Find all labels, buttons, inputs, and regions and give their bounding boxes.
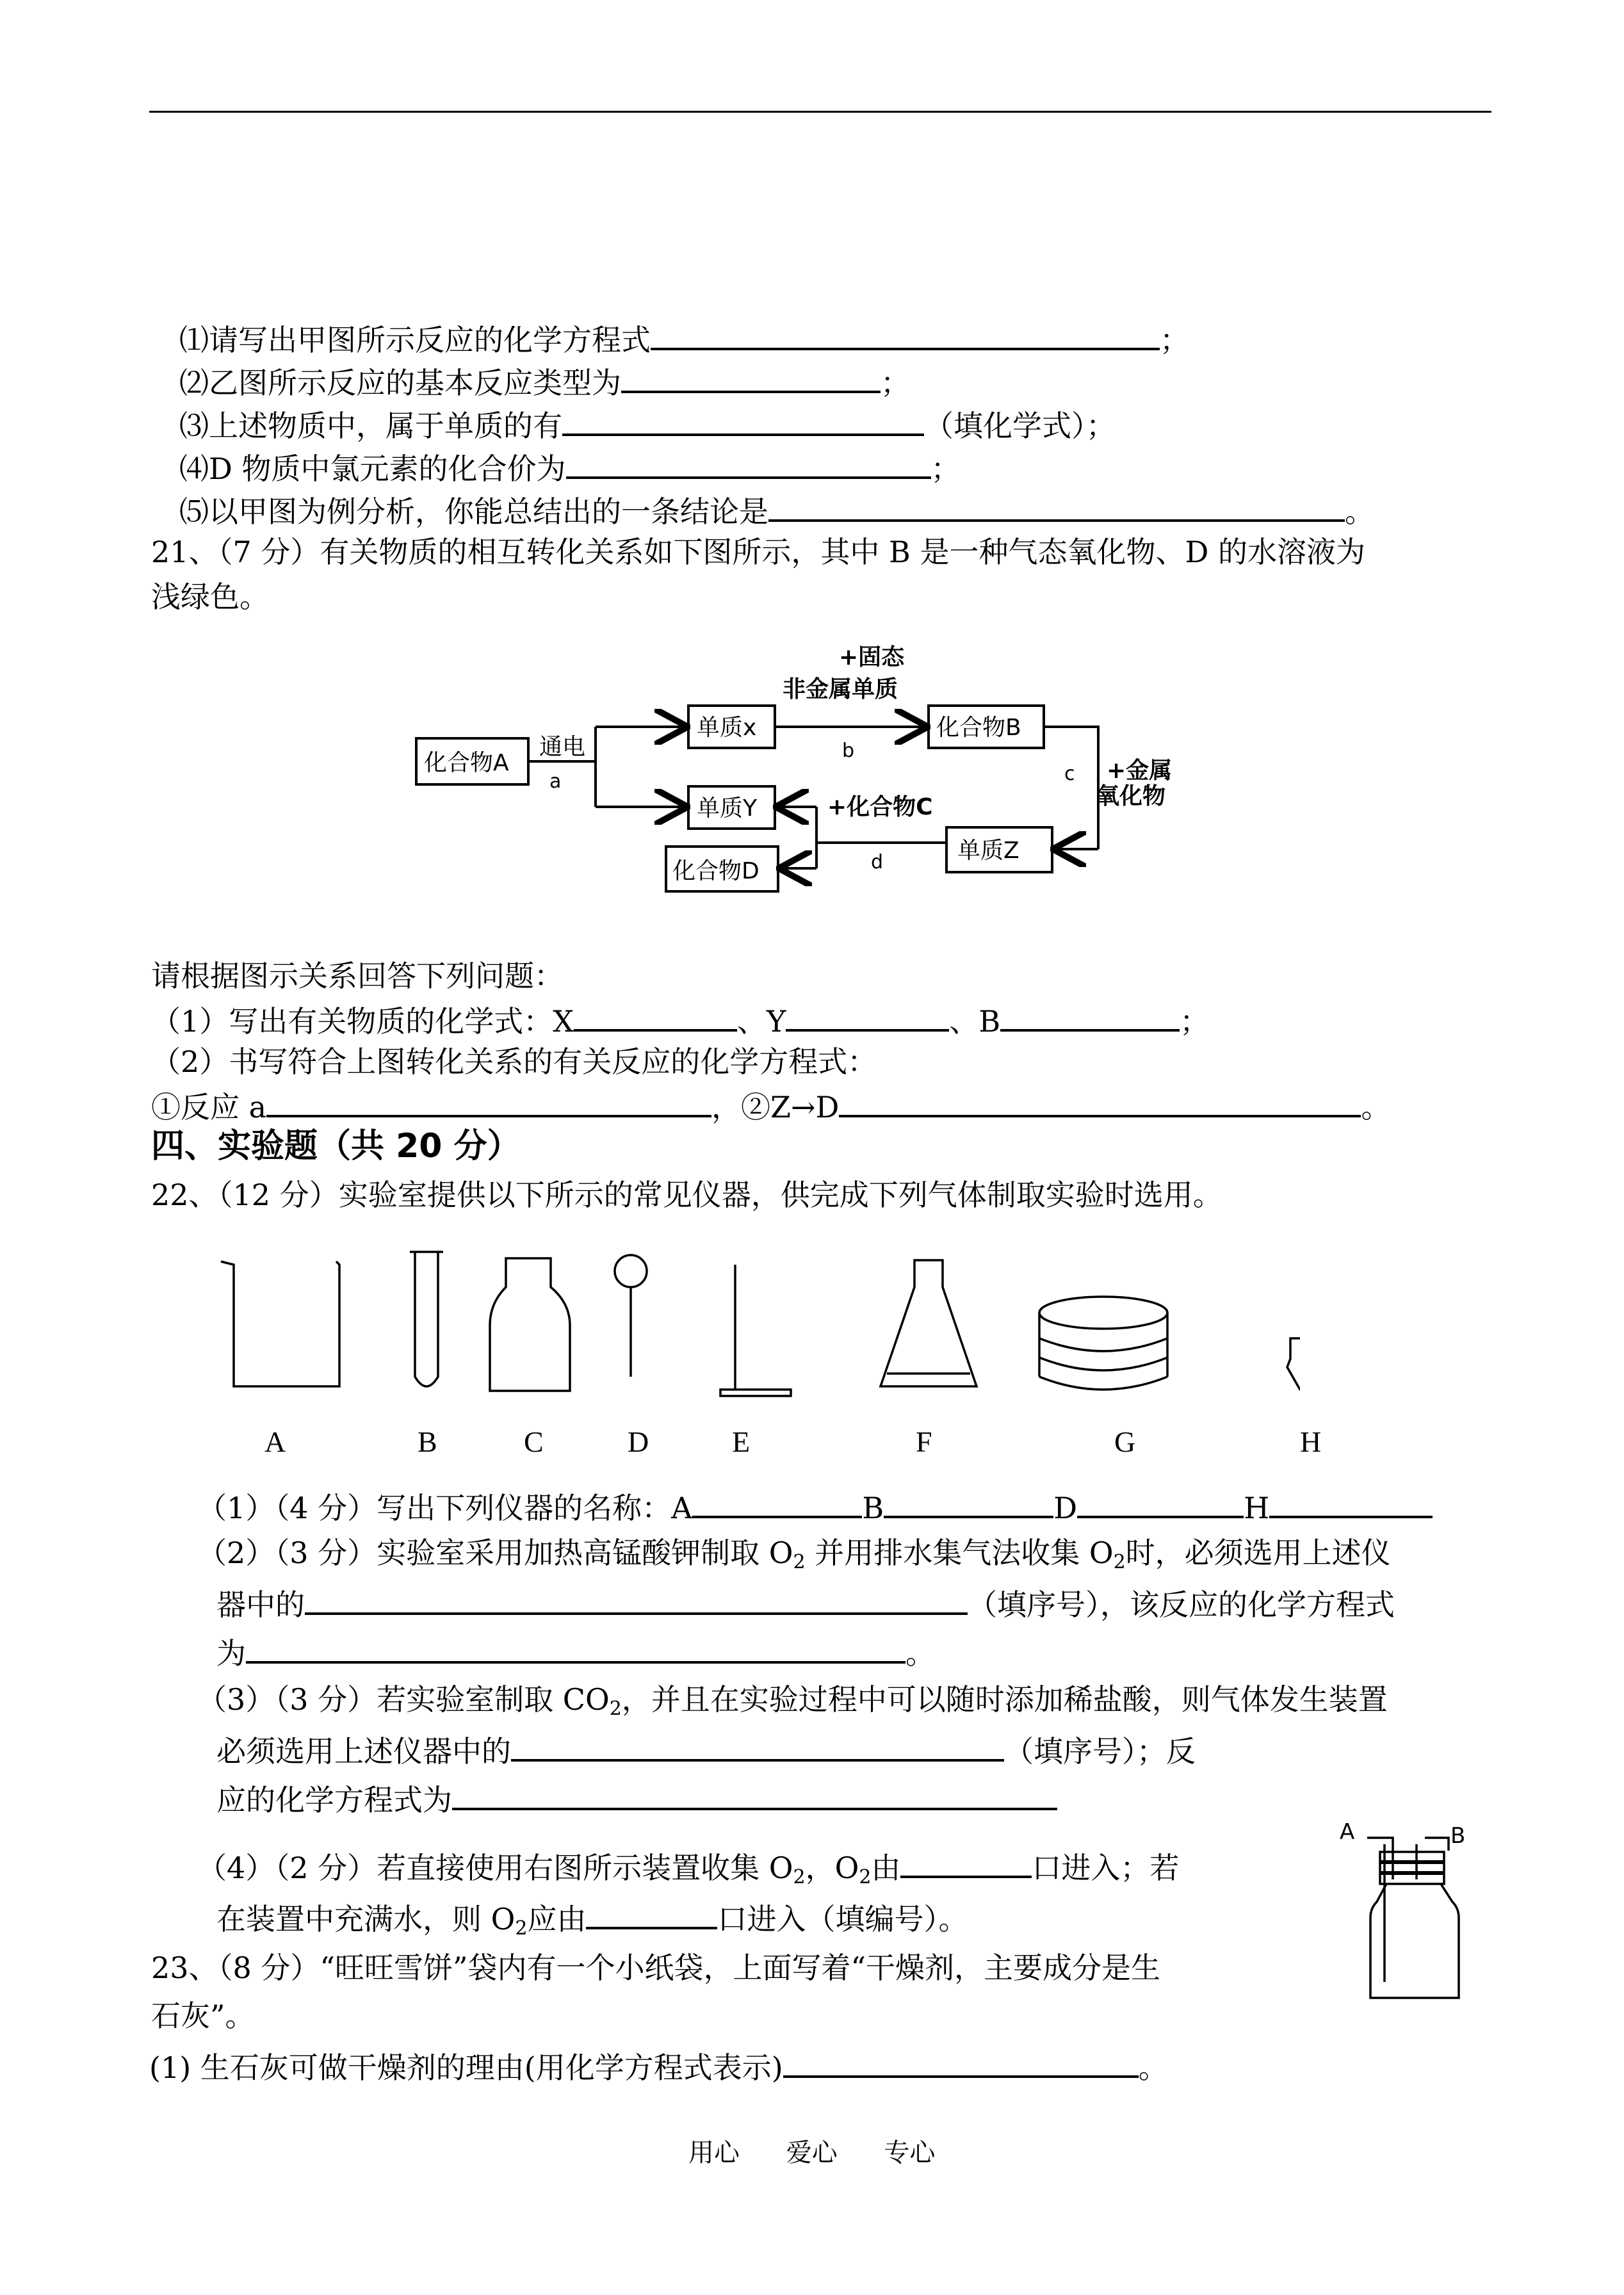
answer-blank[interactable] [692, 1488, 862, 1518]
bottle-label-b: B [1450, 1823, 1466, 1849]
instruments-figure [211, 1245, 1300, 1409]
label-compound-b: 化合物B [936, 715, 1021, 741]
label-mid: +化合物C [827, 794, 933, 820]
instrument-label-b: B [418, 1425, 437, 1458]
instrument-label-e: E [732, 1425, 751, 1458]
q20-item-2: ⑵乙图所示反应的基本反应类型为 ； [179, 362, 910, 401]
instrument-label-h: H [1300, 1425, 1322, 1458]
instrument-label-c: C [524, 1425, 544, 1458]
q22-intro: 22、（12 分）实验室提供以下所示的常见仪器，供完成下列气体制取实验时选用。 [151, 1178, 1222, 1212]
instrument-label-a: A [264, 1425, 286, 1458]
q22-item-4-line1: （4）（2 分）若直接使用右图所示装置收集 $O_2$，$O_2$由 口进入；若 [197, 1847, 1179, 1895]
label-top-2: 非金属单质 [783, 676, 898, 702]
q21-sub1: （1）写出有关物质的化学式：X 、Y 、B ； [151, 1001, 1209, 1039]
label-c: c [1064, 763, 1075, 785]
answer-blank[interactable] [305, 1584, 968, 1615]
answer-blank[interactable] [783, 2047, 1139, 2078]
label-electrolysis: 通电 [539, 734, 586, 760]
alcohol-lamp-icon [1287, 1338, 1300, 1391]
instrument-label-f: F [916, 1425, 932, 1458]
answer-blank[interactable] [621, 362, 881, 393]
answer-blank[interactable] [1269, 1488, 1433, 1518]
label-compound-d: 化合物D [672, 858, 759, 884]
q22-item-2-line2: 器中的 （填序号），该反应的化学方程式 [216, 1584, 1395, 1623]
q22-item-2-line3: 为 。 [216, 1633, 935, 1671]
q23-line1: 23、（8 分）“旺旺雪饼”袋内有一个小纸袋，上面写着“干燥剂，主要成分是生 [151, 1950, 1160, 1985]
answer-blank[interactable] [266, 1087, 711, 1117]
q22-item-2-line1: （2）（3 分）实验室采用加热高锰酸钾制取 $O_2$ 并用排水集气法收集 $O_2$时，必须选用上述仪 [197, 1536, 1391, 1573]
q21-sub3: ①反应 a ，②Z→D 。 [151, 1087, 1390, 1125]
dropper-icon [615, 1255, 647, 1287]
answer-blank[interactable] [1000, 1001, 1180, 1032]
answer-blank[interactable] [574, 1001, 737, 1032]
label-a: a [549, 770, 562, 793]
answer-blank[interactable] [511, 1731, 1004, 1762]
label-right-1: +金属 [1107, 758, 1173, 784]
answer-blank[interactable] [839, 1087, 1361, 1117]
q22-item-3-line3: 应的化学方程式为 [216, 1780, 1057, 1818]
q21-ask: 请根据图示关系回答下列问题： [151, 959, 564, 993]
instrument-label-d: D [628, 1425, 649, 1458]
answer-blank[interactable] [452, 1780, 1057, 1810]
q22-item-3-line1: （3）（3 分）若实验室制取 $CO_2$，并且在实验过程中可以随时添加稀盐酸，则气体发生装置 [197, 1682, 1388, 1720]
answer-blank[interactable] [900, 1847, 1032, 1878]
q23-item-1: (1) 生石灰可做干燥剂的理由(用化学方程式表示) 。 [149, 2047, 1168, 2086]
bottle-label-a: A [1340, 1819, 1355, 1845]
q22-item-4-line2: 在装置中充满水，则 $O_2$应由 口进入（填编号）。 [216, 1899, 968, 1947]
instrument-label-g: G [1114, 1425, 1136, 1458]
q21-intro-line1: 21、（7 分）有关物质的相互转化关系如下图所示，其中 B 是一种气态氧化物、D 的水溶液为 [151, 535, 1365, 569]
conversion-diagram [410, 637, 1204, 906]
answer-blank[interactable] [562, 405, 924, 436]
label-d: d [871, 851, 884, 873]
answer-blank[interactable] [768, 491, 1345, 522]
bottle-icon [490, 1258, 570, 1391]
q21-intro-line2: 浅绿色。 [151, 580, 269, 614]
answer-blank[interactable] [651, 320, 1160, 350]
label-right-2: 氧化物 [1096, 783, 1166, 809]
label-compound-a: 化合物A [424, 750, 509, 776]
label-element-x: 单质x [697, 715, 757, 741]
label-element-z: 单质Z [957, 838, 1019, 864]
q20-item-3: ⑶上述物质中，属于单质的有 （填化学式）； [179, 405, 1116, 444]
header-rule [149, 111, 1491, 113]
q20-item-5: ⑸以甲图为例分析，你能总结出的一条结论是 。 [179, 491, 1374, 530]
answer-blank[interactable] [884, 1488, 1053, 1518]
label-element-y: 单质Y [697, 795, 757, 822]
q23-line2: 石灰”。 [151, 1999, 255, 2033]
answer-blank[interactable] [246, 1633, 905, 1664]
answer-blank[interactable] [566, 448, 931, 479]
gas-bottle-figure [1338, 1819, 1486, 2017]
water-trough-icon [1039, 1297, 1167, 1329]
section-4-title: 四、实验题（共 20 分） [151, 1127, 521, 1165]
q22-item-3-line2: 必须选用上述仪器中的 （填序号）；反 [216, 1731, 1196, 1769]
conical-flask-icon [881, 1260, 977, 1386]
page-footer: 用心 爱心 专心 [688, 2138, 936, 2168]
answer-blank[interactable] [786, 1001, 949, 1032]
q20-item-1: ⑴请写出甲图所示反应的化学方程式 ； [179, 320, 1189, 358]
q20-item-4: ⑷D 物质中氯元素的化合价为 ； [179, 448, 961, 487]
test-tube-icon [415, 1252, 438, 1386]
q22-item-1: （1）（4 分）写出下列仪器的名称：A B D H [197, 1488, 1433, 1526]
label-b: b [842, 740, 855, 762]
answer-blank[interactable] [1077, 1488, 1244, 1518]
q21-sub2: （2）书写符合上图转化关系的有关反应的化学方程式： [151, 1044, 877, 1079]
beaker-icon [221, 1261, 339, 1386]
label-top-1: +固态 [839, 644, 905, 670]
answer-blank[interactable] [586, 1899, 717, 1929]
